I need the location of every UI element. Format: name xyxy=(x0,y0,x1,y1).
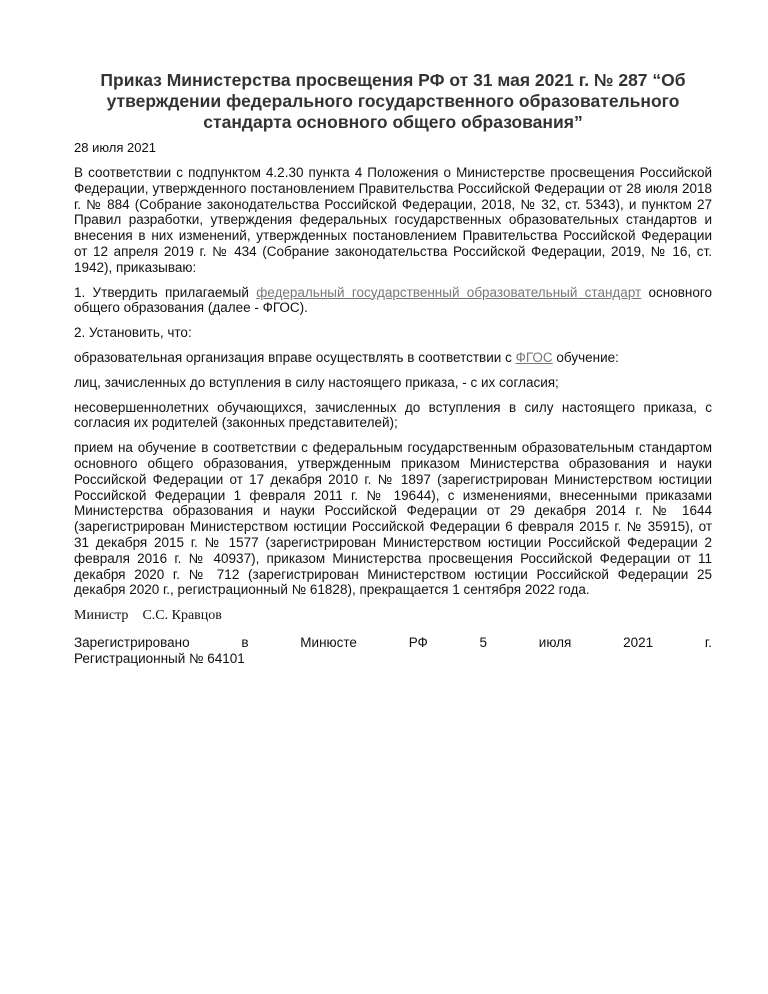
clause-b-paragraph: лиц, зачисленных до вступления в силу настоящего приказа, - с их согласия; xyxy=(74,374,559,390)
document-title: Приказ Министерства просвещения РФ от 31 мая 2021 г. № 287 “Об утверждении федерального государственного образовательного стандарта основного общего образования” xyxy=(100,70,686,132)
clause-a-prefix: образовательная организация вправе осуществлять в соответствии с xyxy=(74,349,516,365)
signature-block xyxy=(74,607,712,624)
registration-word: июля xyxy=(538,635,572,651)
signature-role: Министр xyxy=(74,608,129,624)
fgos-standard-link[interactable]: федеральный государственный образовательный стандарт xyxy=(256,284,642,300)
registration-line xyxy=(74,635,712,651)
clause-a-suffix: обучение: xyxy=(552,349,619,365)
item-2-paragraph: 2. Установить, что: xyxy=(74,325,192,341)
registration-word: Минюсте xyxy=(300,635,357,651)
clause-c-paragraph: несовершеннолетних обучающихся, зачисленных до вступления в силу настоящего приказа, с согласия их родителей (законных представителей); xyxy=(74,399,712,431)
item-1-suffix: основного общего образования (далее - ФГОС). xyxy=(74,284,713,316)
item-1-prefix: 1. Утвердить прилагаемый xyxy=(74,284,257,300)
registration-word: 2021 xyxy=(623,635,654,651)
registration-word: 5 xyxy=(479,635,488,651)
registration-number: Регистрационный № 64101 xyxy=(74,651,245,667)
document xyxy=(74,70,712,667)
registration-word: в xyxy=(241,635,249,651)
fgos-link[interactable]: ФГОС xyxy=(515,349,553,365)
registration-word: РФ xyxy=(408,635,428,651)
preamble-paragraph: В соответствии с подпунктом 4.2.30 пункта 4 Положения о Министерстве просвещения Российской Федерации, утвержденного постановлением Правительства Российской Федерации от 28 июля 2018 г. № 884 (Собрание законодательства Российской Федерации, 2018, № 32, ст. 5343), и пунктом 27 Правил разработки, утверждения федеральных государственных образовательных стандартов и внесения в них изменений, утвержденных постановлением Правительства Российской Федерации от 12 апреля 2019 г. № 434 (Собрание законодательства Российской Федерации, 2019, № 16, ст. 1942), приказываю: xyxy=(74,165,712,275)
registration-word: Зарегистрировано xyxy=(74,635,190,651)
publication-date: 28 июля 2021 xyxy=(74,140,156,155)
signature-name: С.С. Кравцов xyxy=(142,608,222,624)
item-1-paragraph xyxy=(74,285,712,317)
clause-d-paragraph: прием на обучение в соответствии с федеральным государственным образовательным стандартом основного общего образования, утвержденным приказом Министерства образования и науки Российской Федерации от 17 декабря 2010 г. № 1897 (зарегистрирован Министерством юстиции Российской Федерации 1 февраля 2011 г. № 19644), с изменениями, внесенными приказами Министерства образования и науки Российской Федерации от 29 декабря 2014 г. № 1644 (зарегистрирован Министерством юстиции Российской Федерации 6 февраля 2015 г. № 35915), от 31 декабря 2015 г. № 1577 (зарегистрирован Министерством юстиции Российской Федерации 2 февраля 2016 г. № 40937), приказом Министерства просвещения Российской Федерации от 11 декабря 2020 г. № 712 (зарегистрирован Министерством юстиции Российской Федерации 25 декабря 2020 г., регистрационный № 61828), прекращается 1 сентября 2022 года. xyxy=(74,440,712,598)
registration-word: г. xyxy=(704,635,712,651)
clause-a-paragraph xyxy=(74,350,712,366)
